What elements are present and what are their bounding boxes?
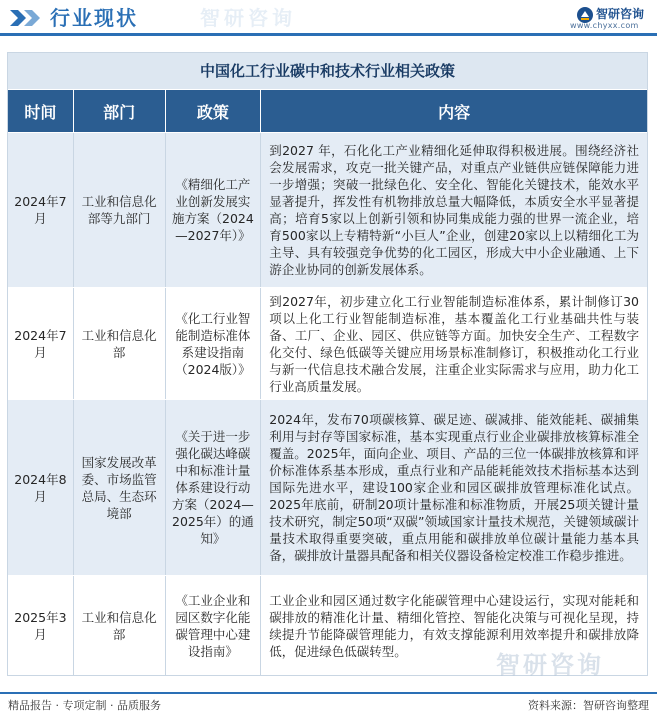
table-row [8,399,647,575]
page-title: 行业现状 [50,6,138,30]
table-title: 中国化工行业碳中和技术行业相关政策 [8,53,647,90]
policy-table [7,52,648,676]
department-cell: 工业和信息化部 [74,288,166,399]
page-header [0,0,657,36]
time-cell: 2024年7月 [8,288,74,399]
time-cell: 2025年3月 [8,576,74,675]
department-cell: 国家发展改革委、市场监管总局、生态环境部 [74,400,166,575]
column-header-policy: 政策 [166,90,262,132]
brand-site: www.chyxx.com [570,21,639,30]
time-cell: 2024年8月 [8,400,74,575]
policy-cell: 《精细化工产业创新发展实施方案（2024—2027年）》 [166,133,262,287]
table-header [8,90,647,132]
column-header-time: 时间 [8,90,74,132]
time-cell: 2024年7月 [8,133,74,287]
policy-cell: 《工业企业和园区数字化能碳管理中心建设指南》 [166,576,262,675]
department-cell: 工业和信息化部等九部门 [74,133,166,287]
page-footer [0,692,657,716]
footer-source: 资料来源：智研咨询整理 [528,699,649,712]
double-chevron-icon [8,8,48,28]
content-cell: 到2027 年，石化化工产业精细化延伸取得积极进展。围绕经济社会发展需求，攻克一批关键产品，对重点产业链供应链保障能力进一步增强；突破一批绿色化、安全化、智能化关键技术，能效水平显著提升，挥发性有机物排放总量大幅降低，本质安全水平显著提高；培育5家以上创新引领和协同集成能力强的世界一流企业，培育500家以上专精特新“小巨人”企业，创建20家以上以精细化工为主导、具有较强竞争优势的化工园区，形成大中小企业融通、上下游企业协同的创新发展体系。 [269,143,639,277]
brand-name: 智研咨询 [596,7,645,21]
watermark-bottom: 智研咨询 [496,651,604,679]
column-header-department: 部门 [74,90,166,132]
content-cell: 到2027年，初步建立化工行业智能制造标准体系，累计制修订30项以上化工行业智能制造标准，基本覆盖化工行业基础共性与装备、工厂、企业、园区、供应链等方面。加快安全生产、工程数字化交付、绿色低碳等关键应用场景标准制修订，积极推动化工行业与新一代信息技术融合发展，注重企业实际需求与应用，助力化工行业高质量发展。 [269,293,639,394]
title-underline [0,33,657,36]
table-row [8,132,647,287]
policy-cell: 《化工行业智能制造标准体系建设指南（2024版）》 [166,288,262,399]
table-row [8,287,647,399]
department-cell: 工业和信息化部 [74,576,166,675]
column-header-content: 内容 [438,102,471,122]
footer-tagline: 精品报告 · 专项定制 · 品质服务 [8,699,161,712]
content-cell: 2024年，发布70项碳核算、碳足迹、碳减排、能效能耗、碳捕集利用与封存等国家标准，基本实现重点行业企业碳排放核算标准全覆盖。2025年，面向企业、项目、产品的三位一体碳排放核算和评价标准体系基本形成，重点行业和产品能耗能效技术指标基本达到国际先进水平，建设100家企业和园区碳排放管理标准化试点。2025年底前，研制20项计量标准和标准物质，开展25项关键计量技术研究，制定50项“双碳”领域国家计量技术规范，关键领域碳计量技术取得重要突破，重点用能和碳排放单位碳计量能力基本具备，碳排放计量器具配备和相关仪器设备检定校准工作稳步推进。 [269,412,639,563]
watermark-top: 智研咨询 [200,6,296,30]
policy-cell: 《关于进一步强化碳达峰碳中和标准计量体系建设行动方案（2024—2025年）的通知》 [166,400,262,575]
content-cell: 工业企业和园区通过数字化能碳管理中心建设运行，实现对能耗和碳排放的精准化计量、精细化管控、智能化决策与可视化呈现，持续提升节能降碳管理能力，有效支撑能源利用效率提升和碳排放降低，促进绿色低碳转型。 [269,592,639,659]
